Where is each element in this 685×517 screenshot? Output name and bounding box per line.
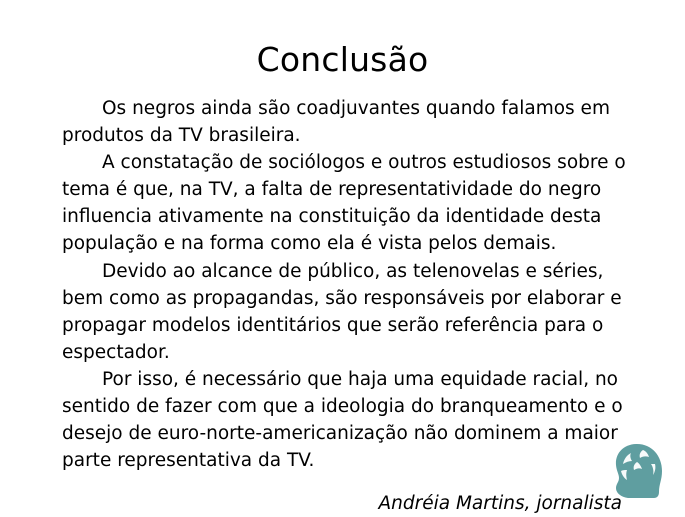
paragraph: Os negros ainda são coadjuvantes quando falamos em produtos da TV brasileira. — [62, 98, 610, 147]
page-title: Conclusão — [256, 40, 429, 79]
paragraph: A constatação de sociólogos e outros estudiosos sobre o tema é que, na TV, a falta de representatividade do negro influencia ativamente na constituição da identidade desta população e na forma como ela é vista pelos demais. — [62, 152, 626, 255]
afro-profile-logo-icon — [607, 440, 669, 502]
signature-attribution: Andréia Martins, jornalista — [378, 493, 622, 515]
paragraph: Devido ao alcance de público, as telenovelas e séries, bem como as propagandas, são responsáveis por elaborar e propagar modelos identitários que serão referência para o espectador. — [62, 260, 622, 363]
paragraph: Por isso, é necessário que haja uma equidade racial, no sentido de fazer com que a ideologia do branqueamento e o desejo de euro-norte-americanização não dominem a maior parte representativa da TV. — [62, 368, 623, 472]
slide-body — [62, 95, 628, 517]
